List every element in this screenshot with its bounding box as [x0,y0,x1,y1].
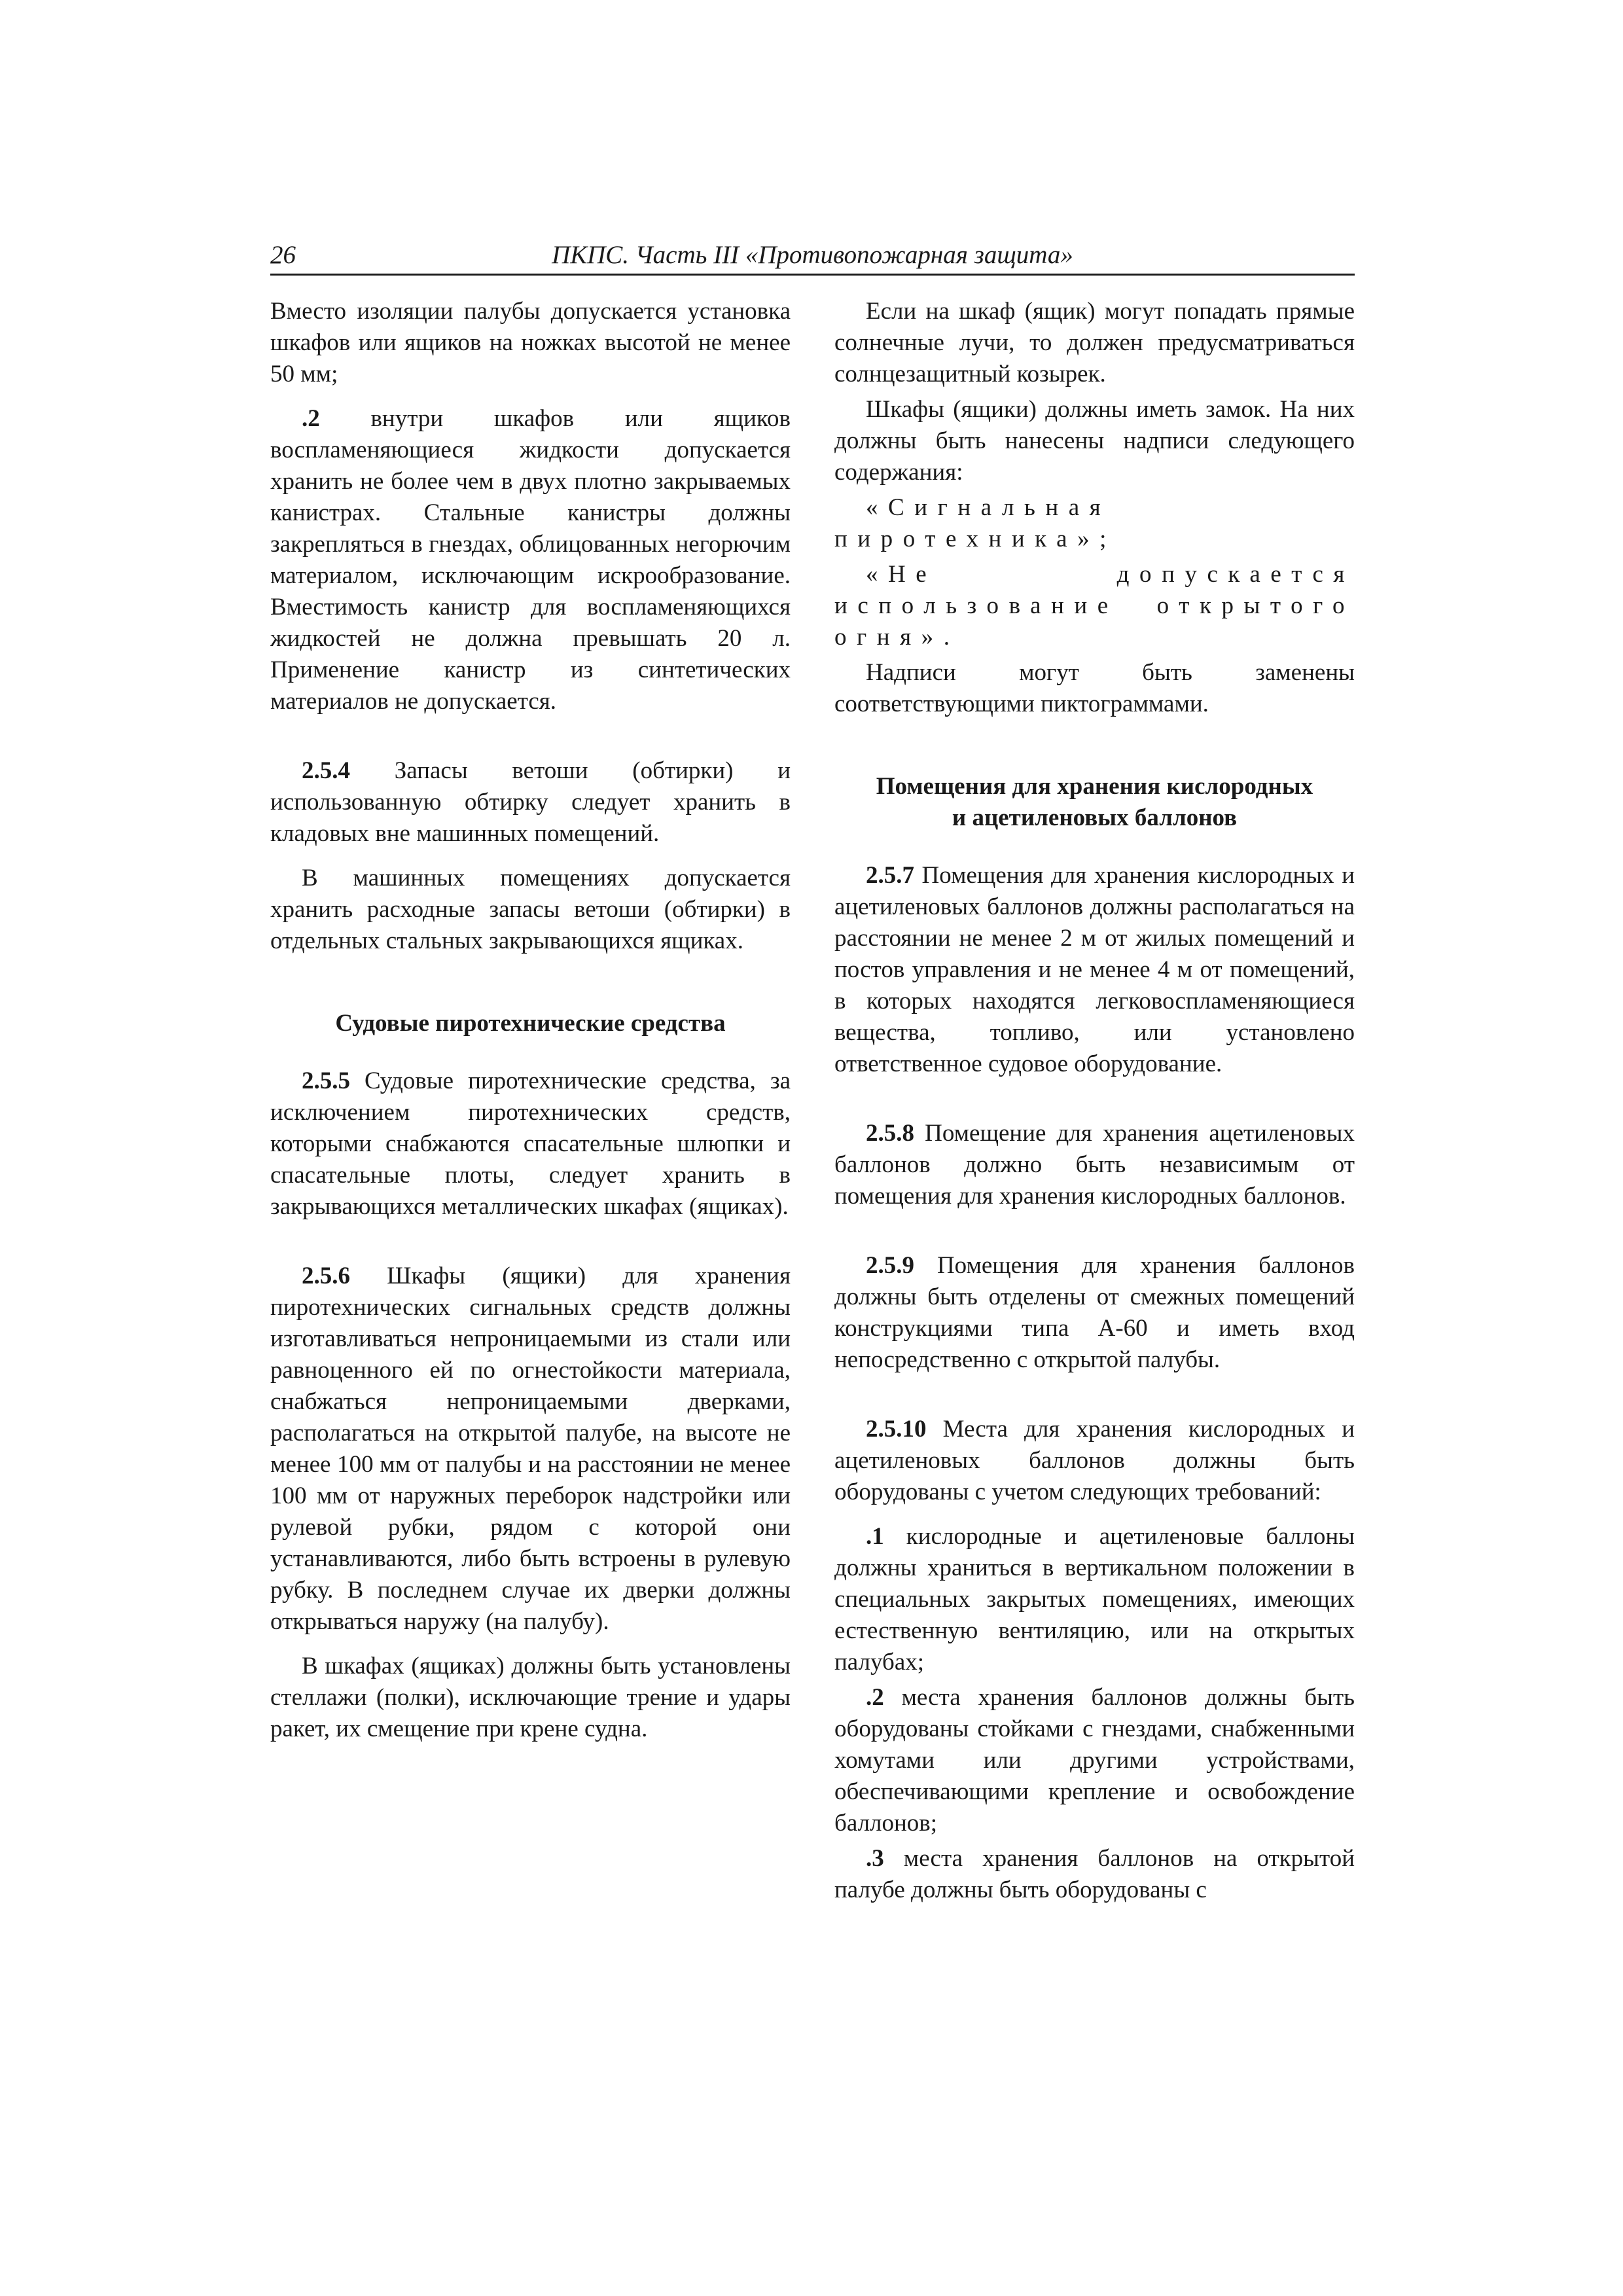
clause-2-5-8: 2.5.8 Помещение для хранения ацетиленовых баллонов должно быть независимым от помещения для хранения кислородных баллонов. [834,1120,1355,1210]
item-number: .2 [302,405,320,432]
item-number: .1 [866,1523,884,1550]
clause-number: 2.5.6 [302,1263,350,1289]
paragraph: Вместо изоляции палубы допускается установка шкафов или ящиков на ножках высотой не менее 50 мм; [270,298,791,387]
clause-number: 2.5.4 [302,757,350,784]
list-item: .2 места хранения баллонов должны быть оборудованы стойками с гнездами, снабженными хомутами или другими устройствами, обеспечивающими крепление и освобождение баллонов; [834,1684,1355,1837]
left-column [270,296,791,1758]
paragraph: В шкафах (ящиках) должны быть установлены стеллажи (полки), исключающие трение и удары ракет, их смещение при крене судна. [270,1653,791,1742]
clause-2-5-6: 2.5.6 Шкафы (ящики) для хранения пиротехнических сигнальных средств должны изготавливаться непроницаемыми из стали или равноценного ей по огнестойкости материала, снабжаться непроницаемыми дверками, располагаться на открытой палубе, на высоте не менее 100 мм от палубы и на расстоянии не менее 100 мм от наружных переборок надстройки или рулевой рубки, рядом с которой они устанавливаются, либо быть встроены в рулевую рубку. В последнем случае их дверки должны открываться наружу (на палубу). [270,1263,791,1635]
clause-2-5-4: 2.5.4 Запасы ветоши (обтирки) и использованную обтирку следует хранить в кладовых вне машинных помещений. [270,757,791,847]
item-number: .2 [866,1684,884,1711]
section-heading: Помещения для хранения кислородных и ацетиленовых баллонов [876,773,1313,831]
paragraph: Надписи могут быть заменены соответствующими пиктограммами. [834,659,1355,717]
paragraph: Если на шкаф (ящик) могут попадать прямые солнечные лучи, то должен предусматриваться солнцезащитный козырек. [834,298,1355,387]
clause-number: 2.5.8 [866,1120,914,1147]
list-item: .1 кислородные и ацетиленовые баллоны должны храниться в вертикальном положении в специальных закрытых помещениях, имеющих естественную вентиляцию, или на открытых палубах; [834,1523,1355,1676]
clause-2-5-10: 2.5.10 Места для хранения кислородных и ацетиленовых баллонов должны быть оборудованы с учетом следующих требований: [834,1416,1355,1505]
clause-number: 2.5.9 [866,1252,914,1279]
paragraph: В машинных помещениях допускается хранить расходные запасы ветоши (обтирки) в отдельных стальных закрывающихся ящиках. [270,865,791,954]
list-item: .3 места хранения баллонов на открытой палубе должны быть оборудованы с [834,1845,1355,1903]
clause-2-5-9: 2.5.9 Помещения для хранения баллонов должны быть отделены от смежных помещений конструкциями типа А-60 и иметь вход непосредственно с открытой палубы. [834,1252,1355,1373]
sign-text: «Не допускается использование открытого огня». [834,561,1355,651]
sign-text: «Сигнальная пиротехника»; [834,494,1116,552]
clause-2-5-7: 2.5.7 Помещения для хранения кислородных и ацетиленовых баллонов должны располагаться на расстоянии не менее 2 м от жилых помещений и постов управления и не менее 4 м от помещений, в которых находятся легковоспламеняющиеся вещества, топливо, или установлено ответственное судовое оборудование. [834,862,1355,1077]
running-title: ПКПС. Часть III «Противопожарная защита» [552,241,1073,269]
clause-number: 2.5.10 [866,1416,927,1443]
clause-number: 2.5.7 [866,862,914,889]
page-header [270,240,1355,276]
right-column [834,296,1355,1910]
clause-2-5-5: 2.5.5 Судовые пиротехнические средства, за исключением пиротехнических средств, которыми снабжаются спасательные шлюпки и спасательные плоты, следует хранить в закрывающихся металлических шкафах (ящиках). [270,1067,791,1220]
clause-number: 2.5.5 [302,1067,350,1094]
section-heading: Судовые пиротехнические средства [335,1010,726,1037]
page-number: 26 [270,241,296,269]
item-number: .3 [866,1845,884,1872]
paragraph: Шкафы (ящики) должны иметь замок. На них должны быть нанесены надписи следующего содержания: [834,396,1355,486]
list-item: .2 внутри шкафов или ящиков воспламеняющиеся жидкости допускается хранить не более чем в двух плотно закрываемых канистрах. Стальные канистры должны закрепляться в гнездах, облицованных негорючим материалом, исключающим искрообразование. Вместимость канистр для воспламеняющихся жидкостей не должна превышать 20 л. Применение канистр из синтетических материалов не допускается. [270,405,791,715]
